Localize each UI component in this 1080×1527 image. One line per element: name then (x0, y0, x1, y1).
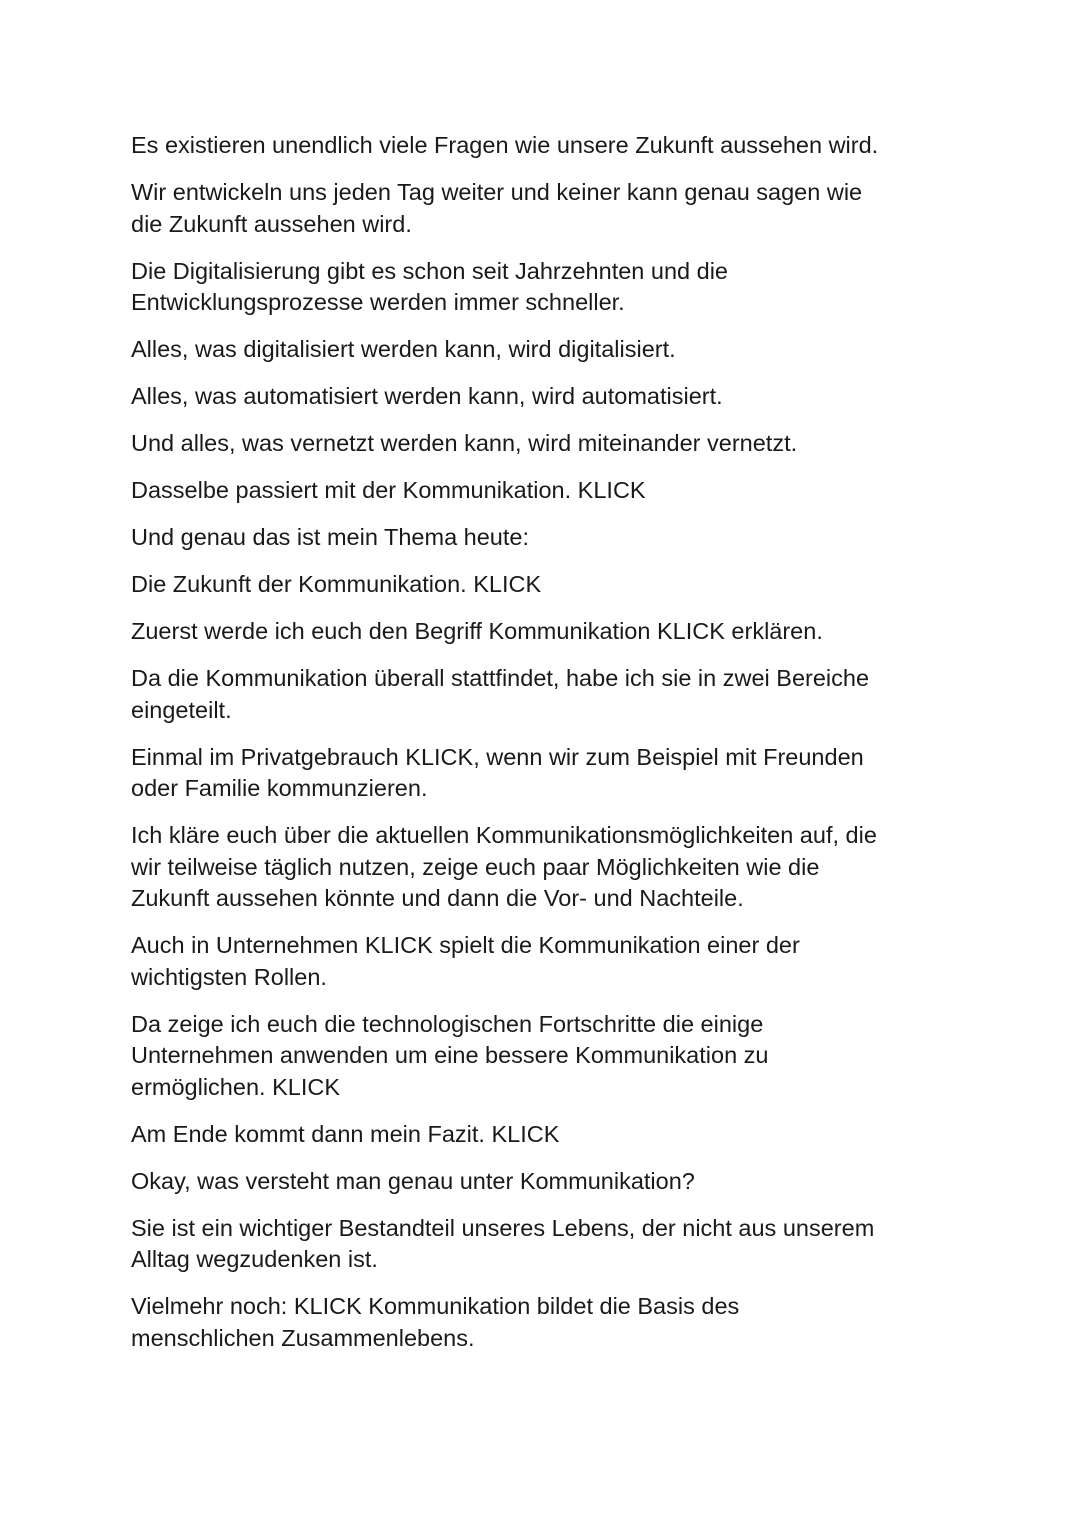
paragraph-line: wichtigsten Rollen. (131, 963, 327, 990)
paragraph-line: eingeteilt. (131, 696, 232, 723)
paragraph (131, 1009, 951, 1104)
paragraph-line: Dasselbe passiert mit der Kommunikation. KLICK (131, 477, 646, 503)
paragraph (131, 742, 951, 805)
paragraph (131, 616, 951, 648)
paragraph (131, 334, 951, 366)
paragraph (131, 569, 951, 601)
paragraph-line: menschlichen Zusammenlebens. (131, 1324, 475, 1351)
paragraph-line: Zukunft aussehen könnte und dann die Vor- und Nachteile. (131, 885, 744, 911)
paragraph-line: Vielmehr noch: KLICK Kommunikation bildet die Basis des (131, 1293, 740, 1319)
paragraph-line: Auch in Unternehmen KLICK spielt die Kommunikation einer der (131, 932, 800, 958)
paragraph-line: Zuerst werde ich euch den Begriff Kommunikation KLICK erklären. (131, 618, 823, 644)
paragraph (131, 930, 951, 993)
paragraph-line: Einmal im Privatgebrauch KLICK, wenn wir zum Beispiel mit Freunden (131, 743, 864, 770)
paragraph-line: oder Familie kommunzieren. (131, 775, 428, 801)
paragraph-line: die Zukunft aussehen wird. (131, 210, 412, 237)
paragraph (131, 256, 951, 319)
paragraph-line: Wir entwickeln uns jeden Tag weiter und keiner kann genau sagen wie (131, 179, 863, 205)
paragraph-line: Und alles, was vernetzt werden kann, wird miteinander vernetzt. (131, 430, 798, 456)
paragraph (131, 177, 951, 240)
document-body (131, 130, 951, 1370)
paragraph-line: Entwicklungsprozesse werden immer schneller. (131, 289, 625, 315)
paragraph-line: Okay, was versteht man genau unter Kommunikation? (131, 1167, 695, 1194)
paragraph-line: Unternehmen anwenden um eine bessere Kommunikation zu (131, 1042, 769, 1068)
paragraph (131, 820, 951, 915)
paragraph-line: Und genau das ist mein Thema heute: (131, 524, 530, 550)
paragraph (131, 1291, 951, 1354)
paragraph (131, 663, 951, 726)
paragraph-line: ermöglichen. KLICK (131, 1073, 340, 1100)
paragraph-line: Ich kläre euch über die aktuellen Kommunikationsmöglichkeiten auf, die (131, 822, 877, 848)
paragraph-line: Am Ende kommt dann mein Fazit. KLICK (131, 1120, 560, 1147)
paragraph-line: wir teilweise täglich nutzen, zeige euch paar Möglichkeiten wie die (131, 853, 820, 880)
paragraph-line: Es existieren unendlich viele Fragen wie unsere Zukunft aussehen wird. (131, 132, 879, 158)
paragraph (131, 1119, 951, 1151)
paragraph-line: Alles, was automatisiert werden kann, wird automatisiert. (131, 383, 723, 409)
paragraph-line: Die Zukunft der Kommunikation. KLICK (131, 571, 542, 597)
paragraph-line: Da die Kommunikation überall stattfindet, habe ich sie in zwei Bereiche (131, 665, 870, 691)
paragraph (131, 1213, 951, 1276)
paragraph (131, 475, 951, 507)
paragraph-line: Die Digitalisierung gibt es schon seit Jahrzehnten und die (131, 257, 728, 284)
paragraph-line: Da zeige ich euch die technologischen Fortschritte die einige (131, 1010, 764, 1037)
paragraph-line: Sie ist ein wichtiger Bestandteil unseres Lebens, der nicht aus unserem (131, 1214, 875, 1241)
paragraph (131, 522, 951, 554)
paragraph-line: Alltag wegzudenken ist. (131, 1246, 378, 1272)
paragraph-line: Alles, was digitalisiert werden kann, wird digitalisiert. (131, 336, 676, 362)
paragraph (131, 1166, 951, 1198)
paragraph (131, 381, 951, 413)
paragraph (131, 130, 951, 162)
paragraph (131, 428, 951, 460)
